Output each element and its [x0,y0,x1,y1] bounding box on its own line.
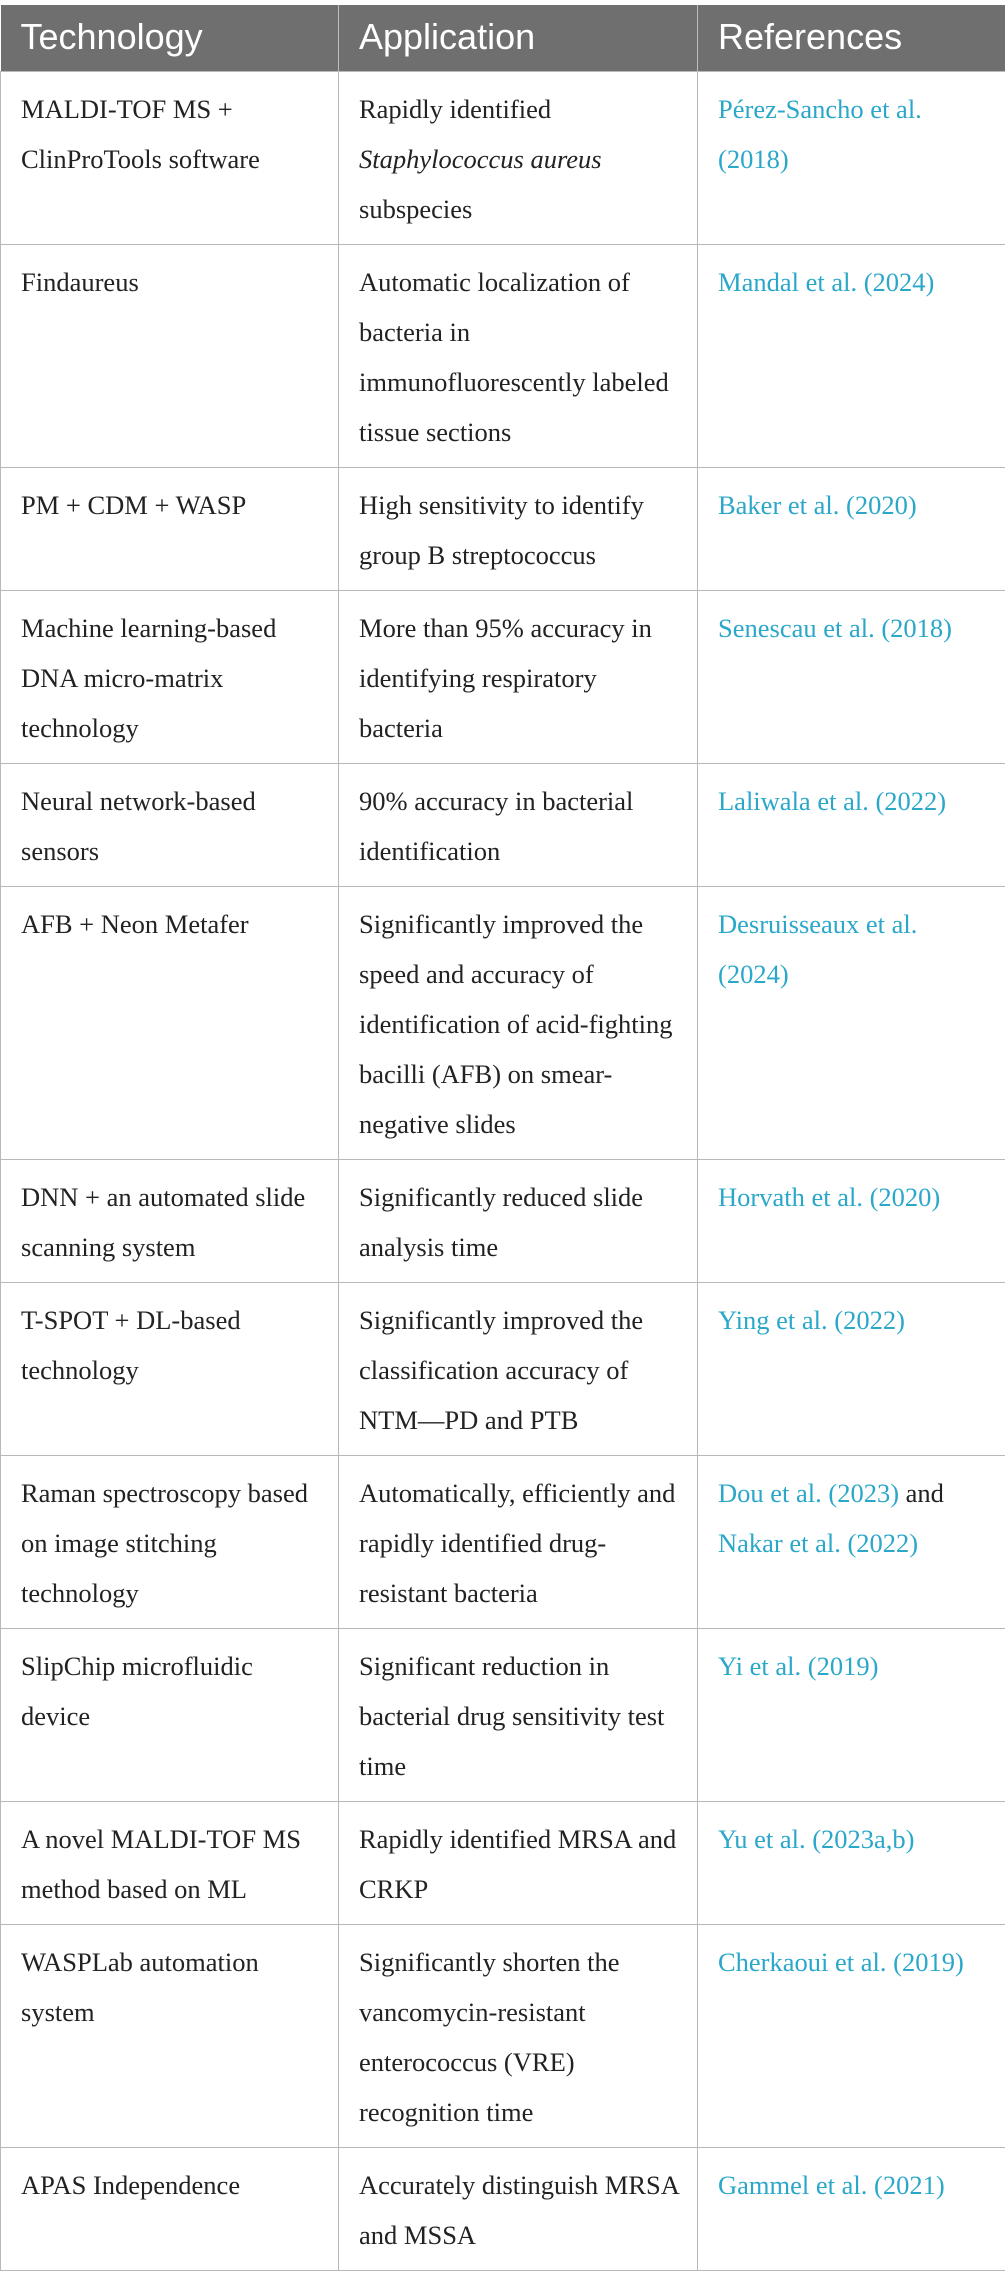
table-row [1,2147,1005,2270]
application-text-suffix: subspecies [359,194,472,224]
reference-link[interactable]: Cherkaoui et al. (2019) [718,1947,964,1977]
table-row [1,1159,1005,1282]
technology-text: Raman spectroscopy based on image stitching technology [21,1478,308,1608]
table-row [1,1801,1005,1924]
references-cell [698,467,1005,590]
table-row [1,1628,1005,1801]
application-cell [339,1159,698,1282]
reference-link[interactable]: Dou et al. (2023) [718,1478,899,1508]
table-row [1,886,1005,1159]
table-row [1,1282,1005,1455]
technology-cell [1,467,339,590]
application-cell [339,467,698,590]
application-text: Significantly reduced slide analysis time [359,1182,643,1262]
technology-cell [1,1455,339,1628]
reference-link-secondary[interactable]: Nakar et al. (2022) [718,1528,918,1558]
references-cell [698,763,1005,886]
reference-link[interactable]: Desruisseaux et al. (2024) [718,909,917,989]
reference-link[interactable]: Yi et al. (2019) [718,1651,878,1681]
application-cell [339,71,698,244]
application-text: Rapidly identified MRSA and CRKP [359,1824,676,1904]
references-cell [698,1455,1005,1628]
technology-text: SlipChip microfluidic device [21,1651,253,1731]
header-technology: Technology [1,5,339,71]
application-text: Rapidly identified [359,94,551,124]
technology-cell [1,886,339,1159]
species-name: Staphylococcus aureus [359,144,602,174]
application-text: Automatic localization of bacteria in immunofluorescently labeled tissue sections [359,267,669,447]
application-cell [339,1455,698,1628]
reference-link[interactable]: Laliwala et al. (2022) [718,786,946,816]
references-cell [698,590,1005,763]
application-cell [339,244,698,467]
application-cell [339,1924,698,2147]
table-body [1,71,1005,2270]
application-cell [339,886,698,1159]
technology-cell [1,71,339,244]
references-cell [698,2147,1005,2270]
technology-text: PM + CDM + WASP [21,490,246,520]
table-row [1,1455,1005,1628]
application-text: Significantly improved the speed and accuracy of identification of acid-fighting bacilli (AFB) on smear-negative slides [359,909,672,1139]
technology-text: MALDI-TOF MS + ClinProTools software [21,94,260,174]
header-row [1,5,1005,71]
technology-text: Findaureus [21,267,139,297]
application-text: Accurately distinguish MRSA and MSSA [359,2170,678,2250]
references-cell [698,886,1005,1159]
references-cell [698,1282,1005,1455]
reference-link[interactable]: Yu et al. (2023a,b) [718,1824,915,1854]
application-cell [339,1801,698,1924]
technology-text: DNN + an automated slide scanning system [21,1182,305,1262]
technology-text: AFB + Neon Metafer [21,909,249,939]
table-row [1,590,1005,763]
header-references: References [698,5,1005,71]
table-row [1,1924,1005,2147]
technology-cell [1,763,339,886]
technology-cell [1,1159,339,1282]
technology-table [0,5,1005,2271]
references-cell [698,1159,1005,1282]
reference-joiner: and [899,1478,944,1508]
technology-cell [1,1801,339,1924]
reference-link[interactable]: Senescau et al. (2018) [718,613,952,643]
application-text: Significant reduction in bacterial drug sensitivity test time [359,1651,664,1781]
application-cell [339,763,698,886]
application-text: High sensitivity to identify group B streptococcus [359,490,644,570]
reference-link[interactable]: Gammel et al. (2021) [718,2170,945,2200]
application-cell [339,590,698,763]
references-cell [698,1801,1005,1924]
technology-text: Neural network-based sensors [21,786,256,866]
reference-link[interactable]: Ying et al. (2022) [718,1305,905,1335]
application-cell [339,1282,698,1455]
technology-cell [1,1924,339,2147]
application-text: Significantly improved the classification accuracy of NTM—PD and PTB [359,1305,643,1435]
table-row [1,763,1005,886]
application-cell [339,2147,698,2270]
reference-link[interactable]: Horvath et al. (2020) [718,1182,940,1212]
reference-link[interactable]: Pérez-Sancho et al. (2018) [718,94,922,174]
references-cell [698,71,1005,244]
reference-link[interactable]: Baker et al. (2020) [718,490,917,520]
table-header [1,5,1005,71]
technology-cell [1,1282,339,1455]
reference-link[interactable]: Mandal et al. (2024) [718,267,934,297]
technology-cell [1,590,339,763]
technology-cell [1,1628,339,1801]
header-application: Application [339,5,698,71]
application-text: Automatically, efficiently and rapidly identified drug-resistant bacteria [359,1478,675,1608]
technology-text: A novel MALDI-TOF MS method based on ML [21,1824,301,1904]
references-cell [698,1628,1005,1801]
technology-text: T-SPOT + DL-based technology [21,1305,241,1385]
table-row [1,244,1005,467]
technology-cell [1,244,339,467]
application-text: More than 95% accuracy in identifying respiratory bacteria [359,613,652,743]
references-cell [698,1924,1005,2147]
application-cell [339,1628,698,1801]
technology-text: APAS Independence [21,2170,240,2200]
technology-text: WASPLab automation system [21,1947,259,2027]
table-row [1,467,1005,590]
technology-text: Machine learning-based DNA micro-matrix technology [21,613,276,743]
application-text: Significantly shorten the vancomycin-resistant enterococcus (VRE) recognition time [359,1947,620,2127]
references-cell [698,244,1005,467]
technology-cell [1,2147,339,2270]
application-text: 90% accuracy in bacterial identification [359,786,633,866]
table-row [1,71,1005,244]
